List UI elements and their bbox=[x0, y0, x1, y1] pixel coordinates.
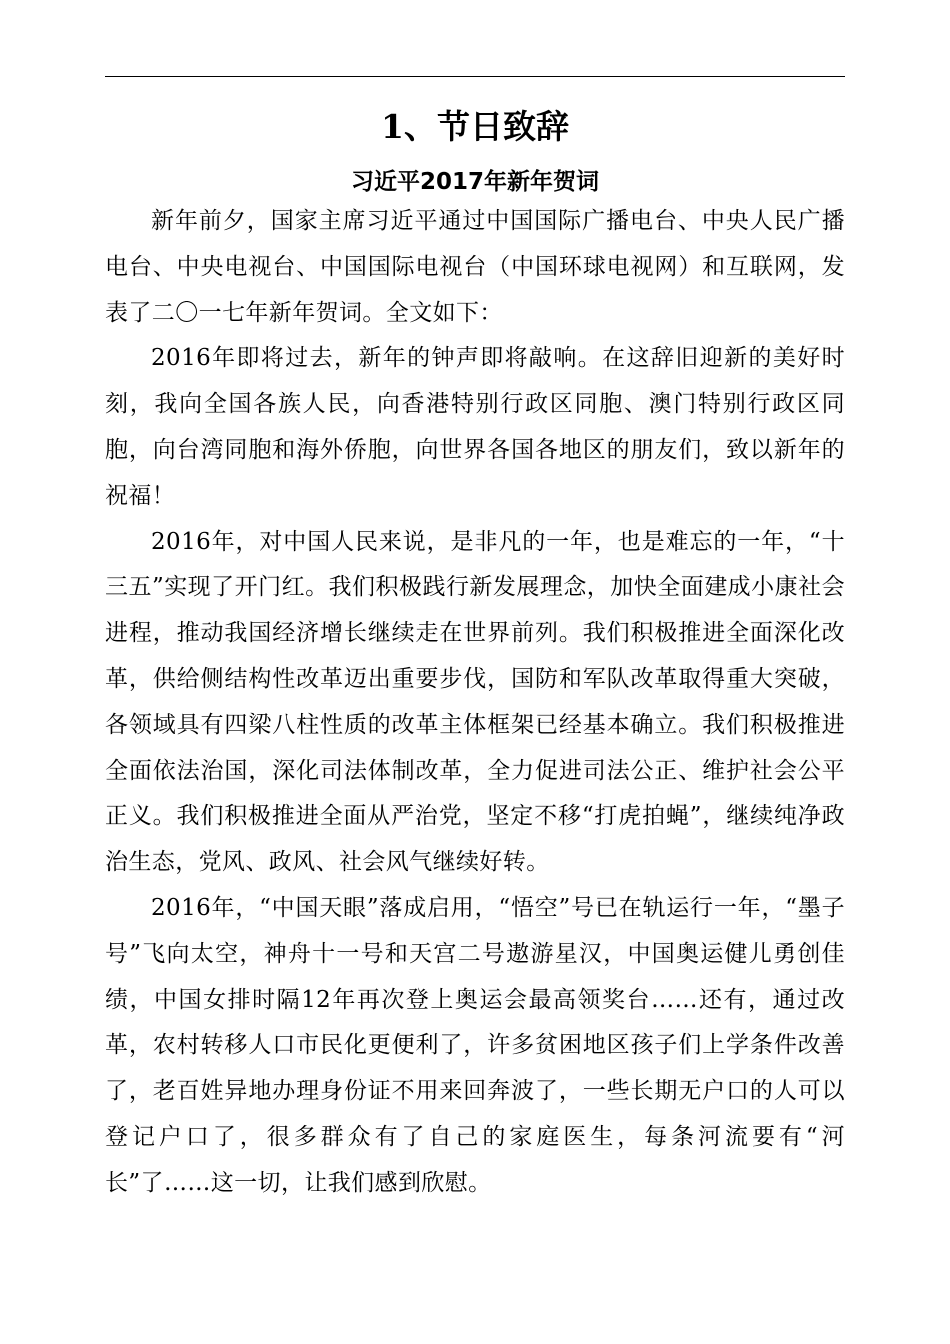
paragraph-intro: 新年前夕，国家主席习近平通过中国国际广播电台、中央人民广播电台、中央电视台、中国国际电视台（中国环球电视网）和互联网，发表了二〇一七年新年贺词。全文如下： bbox=[105, 208, 845, 326]
paragraph-achievements: 2016年，对中国人民来说，是非凡的一年，也是难忘的一年，“十三五”实现了开门红。我们积极践行新发展理念，加快全面建成小康社会进程，推动我国经济增长继续走在世界前列。我们积极推进全面深化改革，供给侧结构性改革迈出重要步伐，国防和军队改革取得重大突破，各领域具有四梁八柱性质的改革主体框架已经基本确立。我们积极推进全面依法治国，深化司法体制改革，全力促进司法公正、维护社会公平正义。我们积极推进全面从严治党，坚定不移“打虎拍蝇”，继续纯净政治生态，党风、政风、社会风气继续好转。 bbox=[105, 528, 845, 876]
header-rule bbox=[105, 76, 845, 77]
section-title: 1、节日致辞 bbox=[381, 107, 569, 146]
article-subtitle: 习近平2017年新年贺词 bbox=[350, 169, 599, 195]
article-body bbox=[105, 199, 845, 1207]
paragraph-greeting: 2016年即将过去，新年的钟声即将敲响。在这辞旧迎新的美好时刻，我向全国各族人民，向香港特别行政区同胞、澳门特别行政区同胞，向台湾同胞和海外侨胞，向世界各国各地区的朋友们，致以新年的祝福！ bbox=[105, 345, 845, 509]
paragraph-highlights: 2016年，“中国天眼”落成启用，“悟空”号已在轨运行一年，“墨子号”飞向太空，神舟十一号和天宫二号遨游星汉，中国奥运健儿勇创佳绩，中国女排时隔12年再次登上奥运会最高领奖台……还有，通过改革，农村转移人口市民化更便利了，许多贫困地区孩子们上学条件改善了，老百姓异地办理身份证不用来回奔波了，一些长期无户口的人可以登记户口了，很多群众有了自己的家庭医生，每条河流要有“河长”了……这一切，让我们感到欣慰。 bbox=[105, 894, 845, 1196]
